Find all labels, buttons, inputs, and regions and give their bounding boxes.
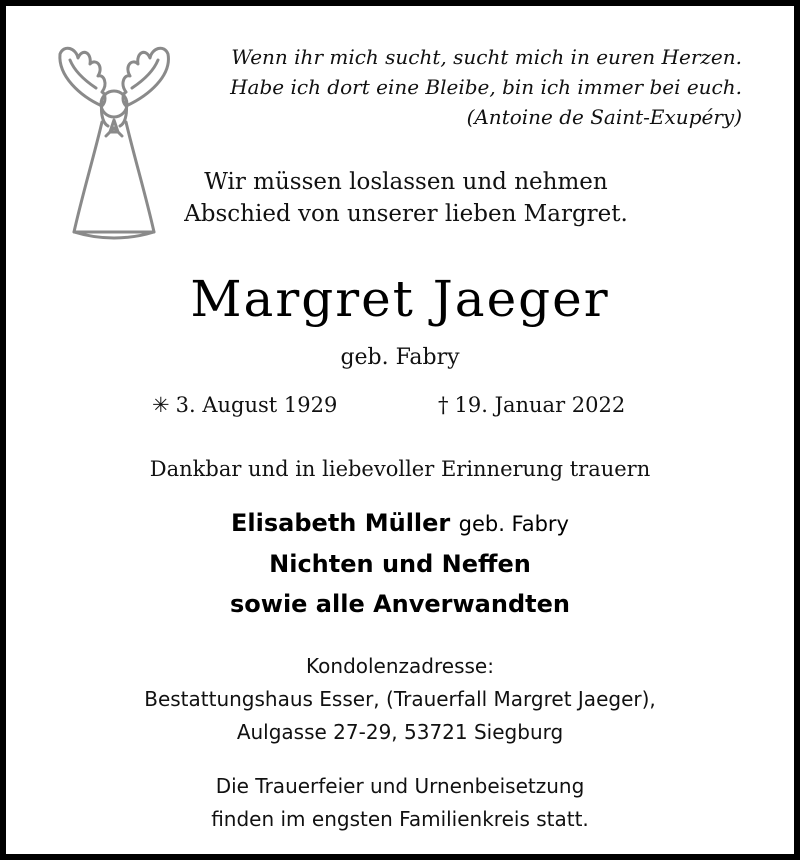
death-date-text: 19. Januar 2022 bbox=[454, 393, 626, 417]
address-line: Aulgasse 27-29, 53721 Siegburg bbox=[236, 720, 564, 744]
condolence-address bbox=[6, 650, 794, 749]
ceremony-line: finden im engsten Familienkreis statt. bbox=[211, 807, 589, 831]
deceased-name: Margret Jaeger bbox=[190, 270, 610, 328]
intro-text bbox=[146, 166, 666, 230]
intro-line: Wir müssen loslassen und nehmen bbox=[204, 169, 608, 195]
mourner-name: Elisabeth Müller bbox=[231, 509, 451, 537]
mourning-statement: Dankbar und in liebevoller Erinnerung trauern bbox=[149, 457, 651, 481]
intro-line: Abschied von unserer lieben Margret. bbox=[184, 201, 628, 227]
birth-star-icon: ✳ bbox=[152, 393, 170, 417]
mourner-line: Nichten und Neffen bbox=[269, 550, 531, 578]
mourner-maiden-name: geb. Fabry bbox=[458, 512, 569, 536]
birth-date-text: 3. August 1929 bbox=[175, 393, 338, 417]
birth-date bbox=[152, 388, 337, 422]
ceremony-line: Die Trauerfeier und Urnenbeisetzung bbox=[215, 774, 585, 798]
ceremony-note bbox=[6, 770, 794, 836]
mourner-line: sowie alle Anverwandten bbox=[230, 590, 570, 618]
quote-line: Habe ich dort eine Bleibe, bin ich immer bei euch. bbox=[230, 75, 742, 99]
mourners-list bbox=[6, 503, 794, 624]
maiden-name: geb. Fabry bbox=[340, 345, 460, 370]
quote-author: (Antoine de Saint-Exupéry) bbox=[466, 105, 742, 129]
quote-line: Wenn ihr mich sucht, sucht mich in euren Herzen. bbox=[231, 45, 742, 69]
life-dates bbox=[6, 388, 794, 422]
condolence-heading: Kondolenzadresse: bbox=[306, 654, 494, 678]
mourner-line bbox=[6, 503, 794, 544]
death-date bbox=[438, 388, 625, 422]
death-cross-icon: † bbox=[438, 393, 449, 417]
address-line: Bestattungshaus Esser, (Trauerfall Margret Jaeger), bbox=[144, 687, 656, 711]
epitaph-quote bbox=[182, 42, 742, 132]
